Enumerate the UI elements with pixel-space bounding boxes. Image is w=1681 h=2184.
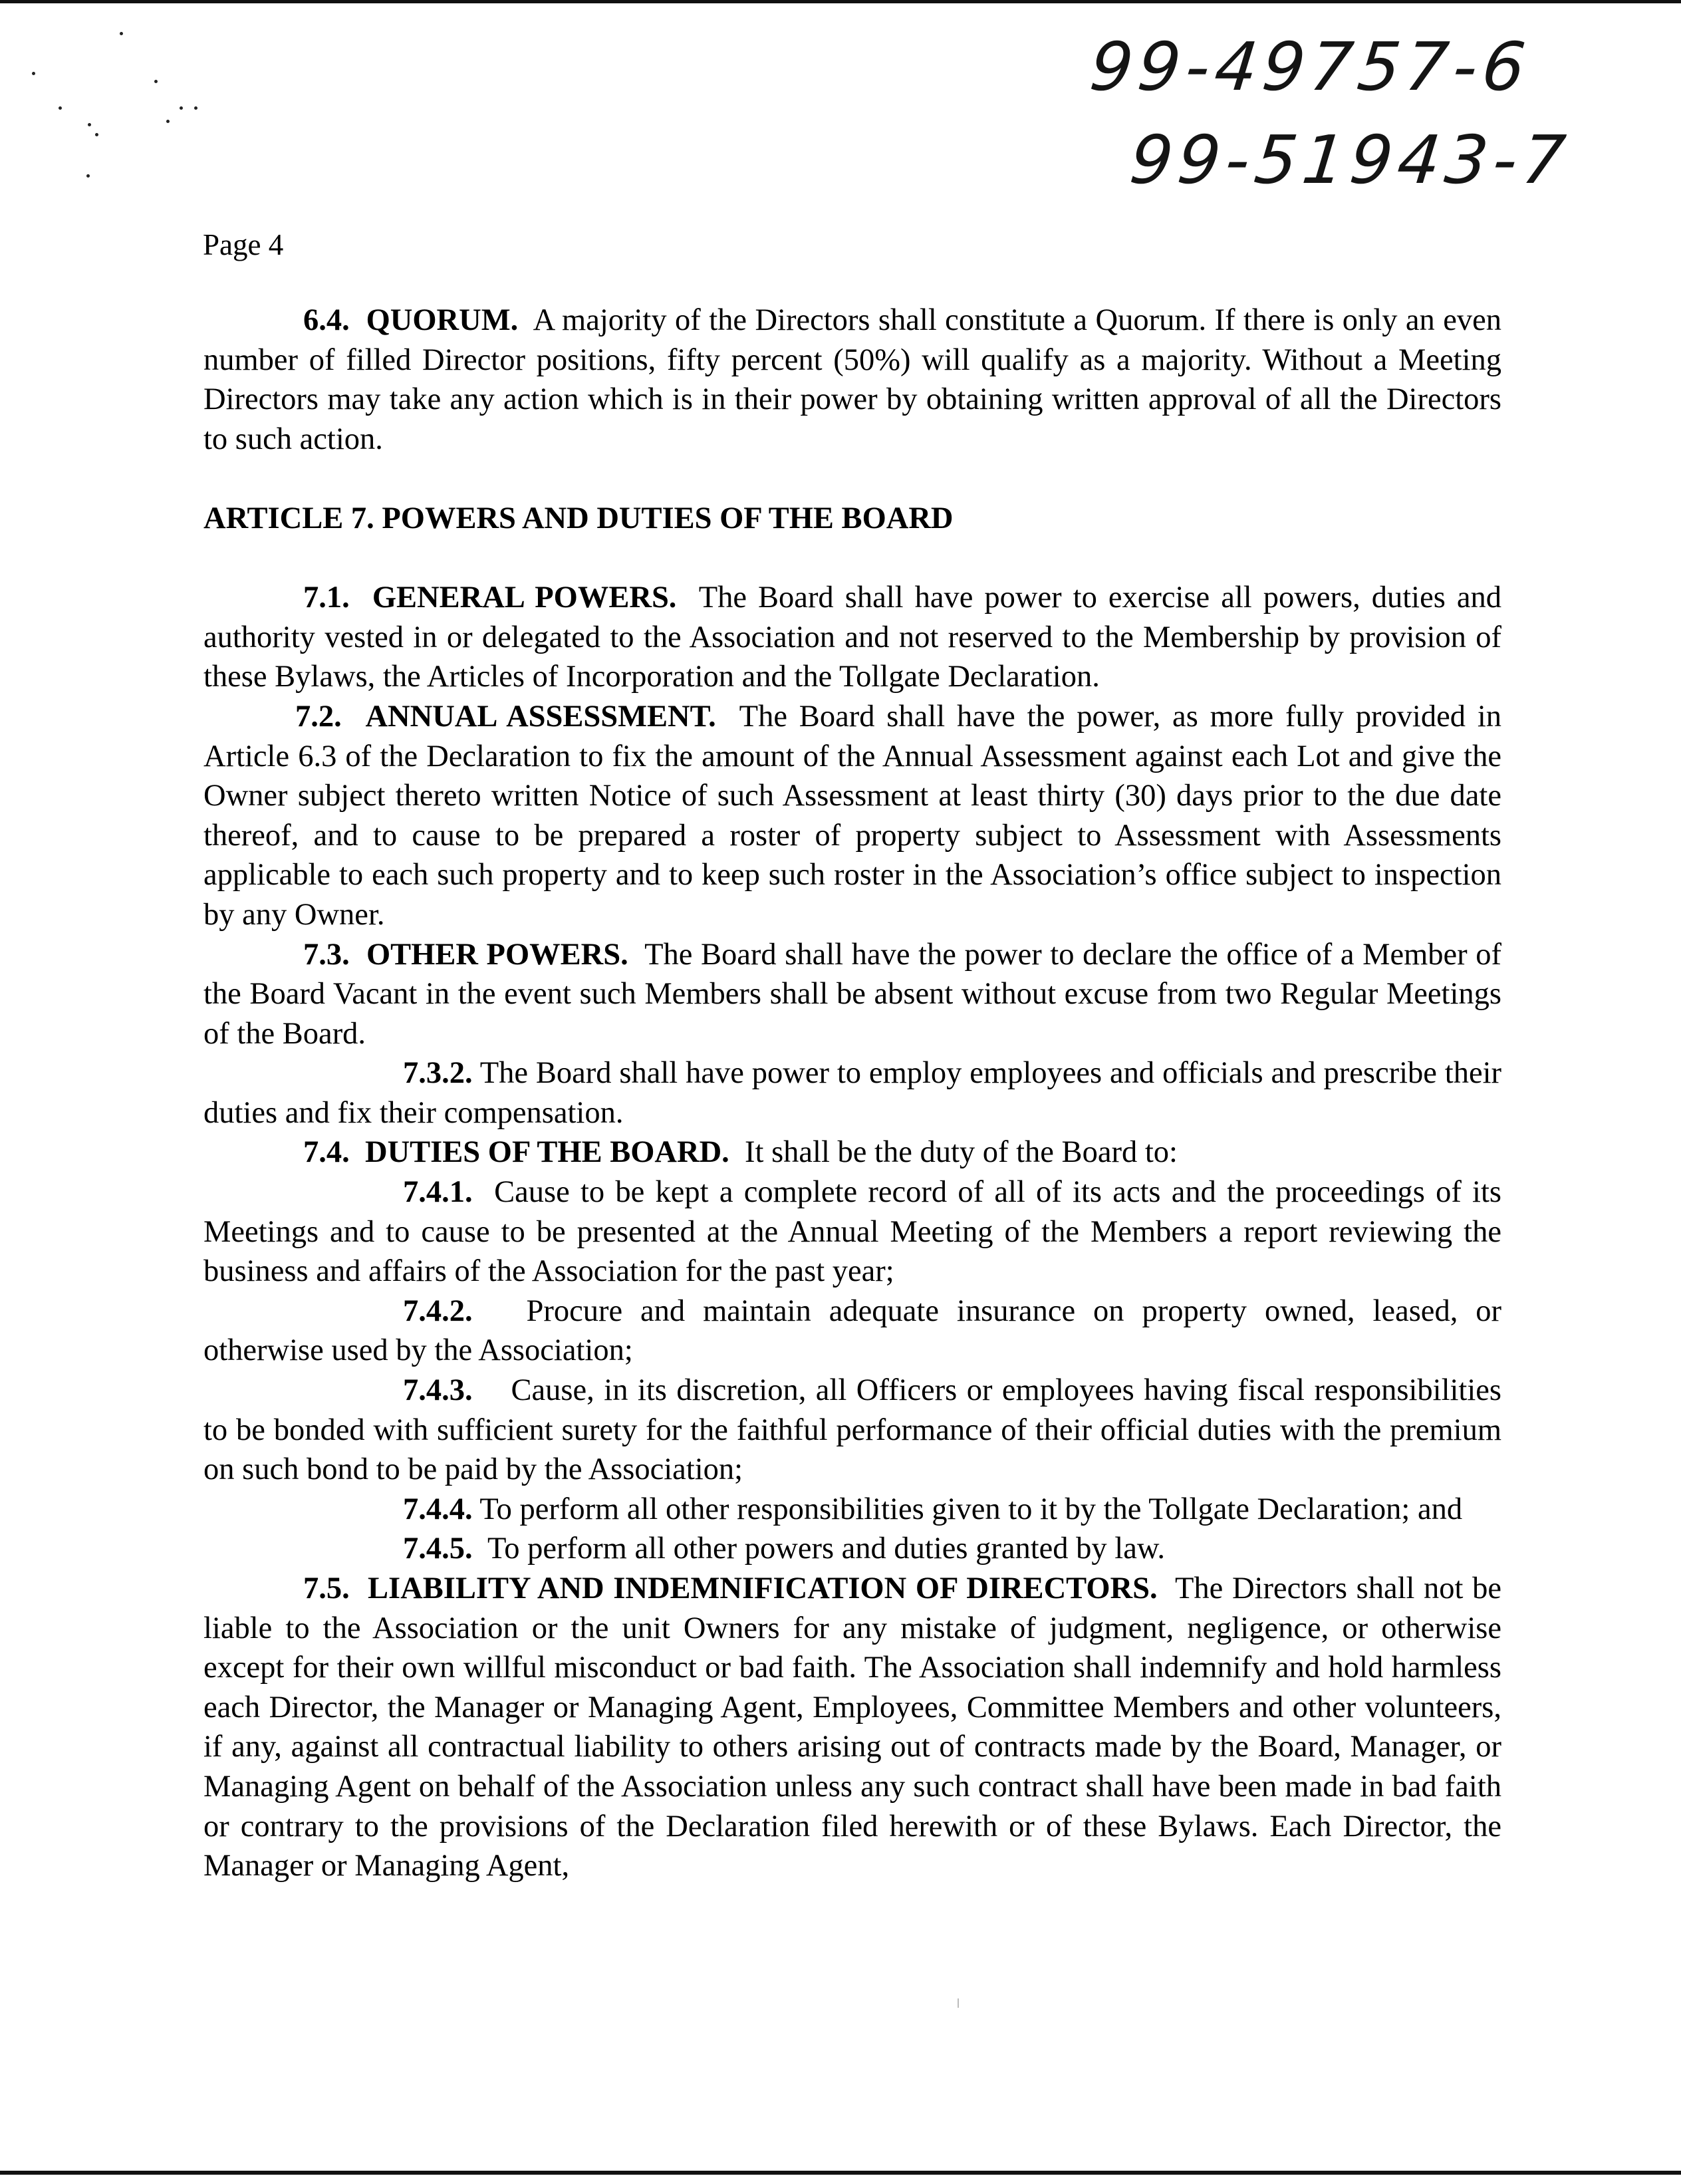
- section-text: The Board shall have the power to declare the office of a Member of the Board Vacant in the event such Members shall be absent without excuse from two Regular Meetings of the Board.: [203, 937, 1501, 1051]
- section-7-2: [203, 697, 1501, 935]
- handwritten-file-number-2: 99-51943-7: [1126, 121, 1575, 199]
- section-text: Procure and maintain adequate insurance on property owned, leased, or otherwise used by the Association;: [203, 1294, 1501, 1368]
- section-title: GENERAL POWERS.: [372, 581, 677, 615]
- section-7-4: [203, 1133, 1501, 1172]
- section-number: 7.4.3.: [403, 1373, 473, 1408]
- section-text: To perform all other powers and duties granted by law.: [487, 1532, 1166, 1566]
- page-number-label: Page 4: [203, 228, 284, 261]
- section-title: DUTIES OF THE BOARD.: [365, 1135, 729, 1170]
- scan-speck: [194, 106, 197, 110]
- section-number: 7.4.4.: [403, 1492, 473, 1526]
- scan-speck: [120, 32, 123, 35]
- section-title: QUORUM.: [366, 303, 519, 337]
- section-text: Cause to be kept a complete record of all of its acts and the proceedings of its Meetings and to cause to be presented at the Annual Meeting of the Members a report reviewing the business and affairs of the Association for the past year;: [203, 1175, 1501, 1289]
- page-top-border: [0, 0, 1681, 3]
- document-body: [203, 301, 1501, 1886]
- section-text: The Directors shall not be liable to the Association or the unit Owners for any mistake of judgment, negligence, or otherwise except for their own willful misconduct or bad faith. The Association shall indemnify and hold harmless each Director, the Manager or Managing Agent, Employees, Committee Members and other volunteers, if any, against all contractual liability to others arising out of contracts made by the Board, Manager, or Managing Agent on behalf of the Association unless any such contract shall have been made in bad faith or contrary to the provisions of the Declaration filed herewith or of these Bylaws. Each Director, the Manager or Managing Agent,: [203, 1571, 1502, 1883]
- scan-speck: [32, 72, 35, 75]
- page-bottom-border: [0, 2171, 1681, 2175]
- section-number: 7.3.: [303, 937, 350, 972]
- section-text: The Board shall have the power, as more fully provided in Article 6.3 of the Declaration to fix the amount of the Annual Assessment against each Lot and give the Owner subject thereto written Notice of such Assessment at least thirty (30) days prior to the due date thereof, and to cause to be prepared a roster of property subject to Assessment with Assessments applicable to each such property and to keep such roster in the Association’s office subject to inspection by any Owner.: [203, 699, 1502, 932]
- section-7-4-4: [203, 1490, 1501, 1530]
- section-text: The Board shall have power to employ employees and officials and prescribe their duties and fix their compensation.: [203, 1056, 1501, 1130]
- scan-speck: [95, 133, 98, 136]
- section-number: 7.1.: [303, 581, 350, 615]
- section-text: The Board shall have power to exercise all powers, duties and authority vested in or delegated to the Association and not reserved to the Membership by provision of these Bylaws, the Articles of Incorporation and the Tollgate Declaration.: [203, 581, 1501, 694]
- section-text: To perform all other responsibilities given to it by the Tollgate Declaration; and: [479, 1492, 1463, 1526]
- section-number: 7.4.2.: [403, 1294, 473, 1328]
- scan-speck: [88, 123, 91, 126]
- section-number: 6.4.: [303, 303, 350, 337]
- section-title: LIABILITY AND INDEMNIFICATION OF DIRECTORS.: [368, 1571, 1158, 1605]
- section-7-4-3: [203, 1371, 1501, 1490]
- section-7-5: [203, 1569, 1501, 1886]
- section-text: Cause, in its discretion, all Officers or employees having fiscal responsibilities to be bonded with sufficient surety for the faithful performance of their official duties with the premium on such bond to be paid by the Association;: [203, 1373, 1502, 1487]
- scan-speck: [59, 106, 62, 110]
- handwritten-file-number-1: 99-49757-6: [1086, 28, 1535, 106]
- section-7-3: [203, 935, 1501, 1054]
- section-title: OTHER POWERS.: [366, 937, 628, 972]
- section-text: It shall be the duty of the Board to:: [745, 1135, 1178, 1170]
- section-number: 7.4.1.: [403, 1175, 473, 1210]
- article-7-heading: ARTICLE 7. POWERS AND DUTIES OF THE BOARD: [203, 501, 954, 535]
- section-number: 7.3.2.: [403, 1056, 473, 1091]
- section-text: A majority of the Directors shall constitute a Quorum. If there is only an even number of filled Director positions, fifty percent (50%) will qualify as a majority. Without a Meeting Directors may take any action which is in their power by obtaining written approval of all the Directors to such action.: [203, 303, 1502, 456]
- scan-speck: [154, 80, 158, 83]
- section-title: ANNUAL ASSESSMENT.: [365, 699, 716, 734]
- section-7-4-2: [203, 1292, 1501, 1371]
- section-7-4-5: [203, 1529, 1501, 1569]
- section-number: 7.4.5.: [403, 1532, 473, 1566]
- scan-mark: [958, 1998, 959, 2008]
- scan-speck: [166, 120, 170, 123]
- scan-speck: [86, 174, 90, 178]
- section-7-3-2: [203, 1053, 1501, 1133]
- section-7-1: [203, 578, 1501, 697]
- section-number: 7.4.: [303, 1135, 350, 1170]
- scan-speck: [180, 106, 183, 110]
- section-7-4-1: [203, 1172, 1501, 1292]
- section-6-4: [203, 301, 1501, 459]
- section-number: 7.2.: [295, 699, 342, 734]
- section-number: 7.5.: [303, 1571, 350, 1605]
